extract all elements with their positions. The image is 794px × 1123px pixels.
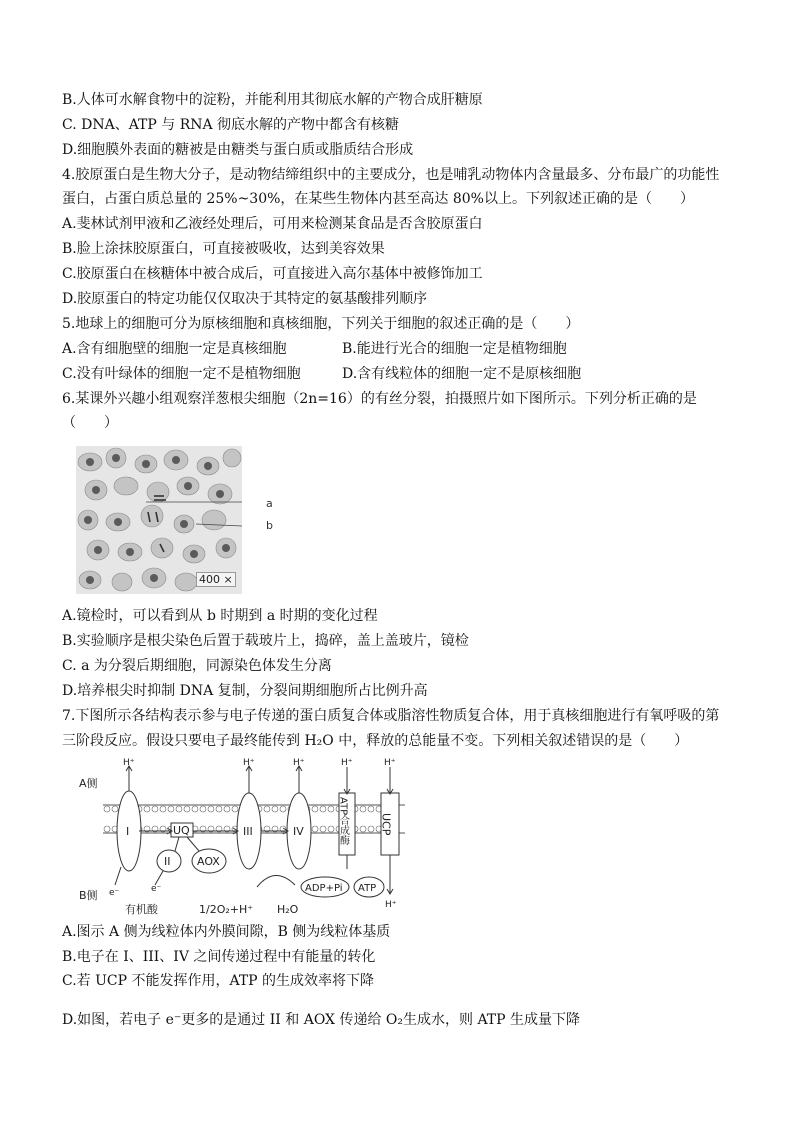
water-label: H₂O [277, 903, 299, 916]
option-7b: B.电子在 I、III、IV 之间传递过程中有能量的转化 [62, 949, 376, 965]
option-3b: B.人体可水解食物中的淀粉，并能利用其彻底水解的产物合成肝糖原 [62, 92, 483, 108]
hplus-atp: H⁺ [341, 758, 353, 768]
option-4c: C.胶原蛋白在核糖体中被合成后，可直接进入高尔基体中被修饰加工 [62, 266, 483, 282]
option-3d: D.细胞膜外表面的糖被是由糖类与蛋白质或脂质结合形成 [62, 142, 414, 158]
atp-label: ATP [358, 883, 377, 894]
option-4b: B.脸上涂抹胶原蛋白，可直接被吸收，达到美容效果 [62, 241, 385, 257]
option-7c: C.若 UCP 不能发挥作用，ATP 的生成效率将下降 [62, 973, 375, 989]
option-5b: B.能进行光合的细胞一定是植物细胞 [342, 341, 567, 357]
ucp-label: UCP [379, 813, 393, 836]
question-7-line2: 三阶段反应。假设只要电子最终能传到 H₂O 中，释放的总能量不变。下列相关叙述错误的是（ ） [62, 733, 689, 749]
question-6-line2: （ ） [62, 415, 118, 431]
aox-label: AOX [197, 855, 220, 868]
electron-transport-diagram [75, 757, 405, 917]
option-6a: A.镜检时，可以看到从 b 时期到 a 时期的变化过程 [62, 608, 378, 624]
complex-4-label: IV [293, 825, 304, 838]
hplus-ucp: H⁺ [384, 758, 396, 768]
hplus-3: H⁺ [243, 758, 255, 768]
option-4d: D.胶原蛋白的特定功能仅仅取决于其特定的氨基酸排列顺序 [62, 291, 428, 307]
question-4-line2: 蛋白，占蛋白质总量的 25%~30%，在某些生物体内甚至高达 80%以上。下列叙述正确的是（ ） [62, 191, 694, 207]
uq-label: UQ [173, 824, 190, 837]
electron-2: e⁻ [151, 884, 162, 894]
hplus-bottom: H⁺ [385, 900, 397, 910]
electron-1: e⁻ [109, 888, 120, 898]
organic-acid-label: 有机酸 [125, 903, 158, 916]
option-5a: A.含有细胞壁的细胞一定是真核细胞 [62, 341, 287, 357]
question-4-line1: 4.胶原蛋白是生物大分子，是动物结缔组织中的主要成分，也是哺乳动物体内含量最多、分布最广的功能性 [62, 167, 720, 183]
side-b-label: B侧 [79, 889, 98, 902]
option-7a: A.图示 A 侧为线粒体内外膜间隙，B 侧为线粒体基质 [62, 924, 391, 940]
label-a: a [266, 497, 273, 510]
question-5: 5.地球上的细胞可分为原核细胞和真核细胞，下列关于细胞的叙述正确的是（ ） [62, 316, 580, 332]
hplus-4: H⁺ [293, 758, 305, 768]
complex-3-label: III [243, 825, 253, 838]
option-5c: C.没有叶绿体的细胞一定不是植物细胞 [62, 366, 301, 382]
option-6b: B.实验顺序是根尖染色后置于载玻片上，捣碎，盖上盖玻片，镜检 [62, 633, 469, 649]
side-a-label: A侧 [79, 777, 98, 790]
option-4a: A.斐林试剂甲液和乙液经处理后，可用来检测某食品是否含胶原蛋白 [62, 216, 483, 232]
oxygen-label: 1/2O₂+H⁺ [199, 903, 254, 916]
magnification-label: 400 × [196, 572, 236, 587]
question-7-line1: 7.下图所示各结构表示参与电子传递的蛋白质复合体或脂溶性物质复合体，用于真核细胞进行有氧呼吸的第 [62, 708, 720, 724]
option-6d: D.培养根尖时抑制 DNA 复制，分裂间期细胞所占比例升高 [62, 683, 428, 699]
option-6c: C. a 为分裂后期细胞，同源染色体发生分离 [62, 658, 332, 674]
complex-2-label: II [164, 855, 171, 868]
complex-1-label: I [126, 825, 130, 838]
hplus-1: H⁺ [123, 758, 135, 768]
label-b: b [266, 519, 273, 532]
option-7d: D.如图，若电子 e⁻更多的是通过 II 和 AOX 传递给 O₂生成水，则 ATP 生成量下降 [62, 1012, 581, 1028]
adp-label: ADP+Pi [305, 883, 343, 894]
option-3c: C. DNA、ATP 与 RNA 彻底水解的产物中都含有核糖 [62, 117, 400, 133]
question-6-line1: 6.某课外兴趣小组观察洋葱根尖细胞（2n=16）的有丝分裂，拍摄照片如下图所示。下列分析正确的是 [62, 391, 697, 407]
atp-synthase-label: ATP合成酶 [337, 797, 349, 846]
option-5d: D.含有线粒体的细胞一定不是原核细胞 [342, 366, 582, 382]
